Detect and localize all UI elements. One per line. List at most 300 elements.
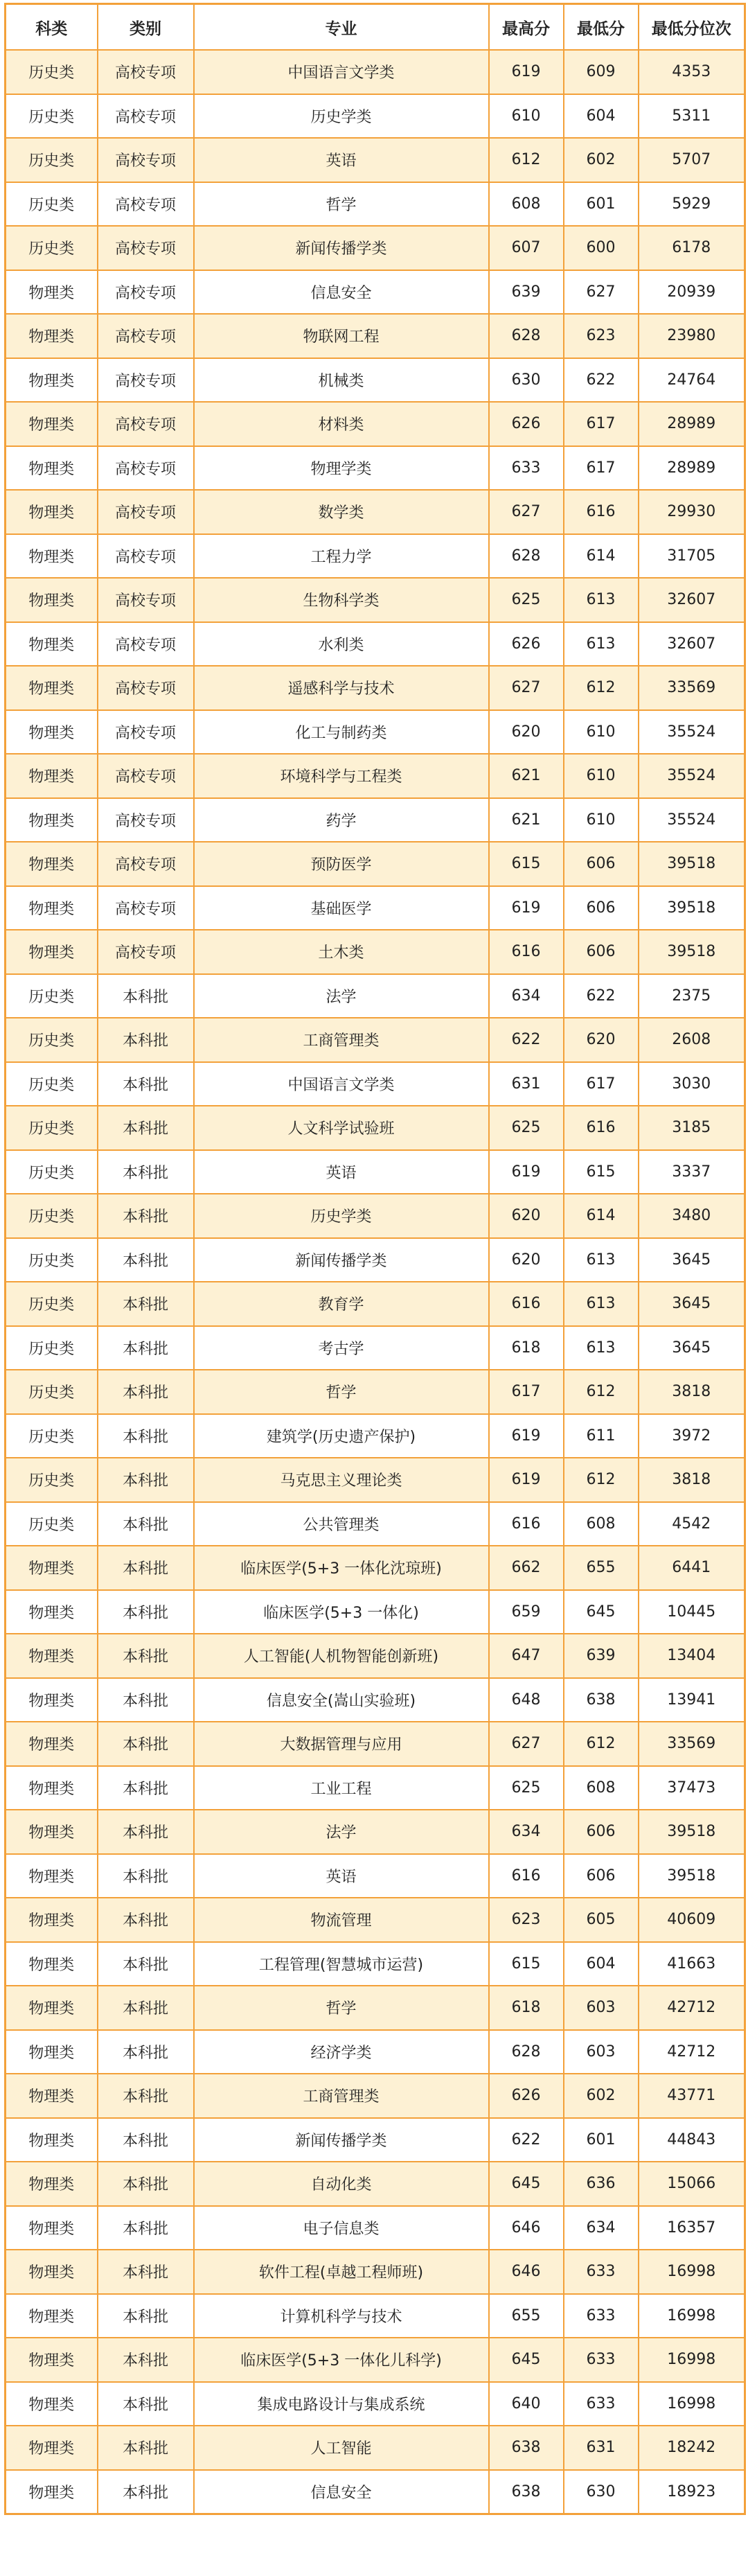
cell-major: 法学 (194, 974, 489, 1018)
cell-admission-type: 本科批 (98, 1282, 194, 1326)
table-row (6, 1986, 745, 2030)
table-row (6, 2382, 745, 2426)
cell-admission-type: 本科批 (98, 1370, 194, 1414)
cell-subject-category: 物理类 (6, 2206, 98, 2250)
cell-lowest-rank: 3030 (639, 1062, 745, 1106)
cell-subject-category: 物理类 (6, 2118, 98, 2162)
cell-major: 人工智能 (194, 2426, 489, 2470)
cell-admission-type: 本科批 (98, 1766, 194, 1810)
table-row (6, 974, 745, 1018)
table-header (6, 4, 745, 51)
cell-subject-category: 物理类 (6, 270, 98, 315)
cell-admission-type: 本科批 (98, 1502, 194, 1546)
cell-admission-type: 高校专项 (98, 182, 194, 227)
cell-admission-type: 高校专项 (98, 578, 194, 622)
cell-admission-type: 高校专项 (98, 842, 194, 886)
cell-lowest-rank: 40609 (639, 1898, 745, 1942)
table-row (6, 1678, 745, 1722)
cell-highest-score: 618 (489, 1326, 564, 1370)
table-body (6, 50, 745, 2514)
cell-major: 材料类 (194, 402, 489, 446)
cell-lowest-rank: 39518 (639, 1810, 745, 1854)
cell-major: 人文科学试验班 (194, 1106, 489, 1150)
cell-major: 计算机科学与技术 (194, 2294, 489, 2338)
cell-admission-type: 本科批 (98, 1458, 194, 1502)
table-row (6, 666, 745, 710)
cell-highest-score: 607 (489, 226, 564, 270)
cell-highest-score: 617 (489, 1370, 564, 1414)
cell-subject-category: 物理类 (6, 798, 98, 843)
cell-lowest-score: 633 (564, 2338, 639, 2382)
cell-highest-score: 640 (489, 2382, 564, 2426)
table-row (6, 2338, 745, 2382)
cell-subject-category: 历史类 (6, 182, 98, 227)
cell-highest-score: 619 (489, 50, 564, 94)
cell-highest-score: 615 (489, 842, 564, 886)
cell-admission-type: 高校专项 (98, 490, 194, 534)
table-row (6, 1238, 745, 1282)
cell-subject-category: 历史类 (6, 974, 98, 1018)
cell-subject-category: 物理类 (6, 1766, 98, 1810)
table-row (6, 2162, 745, 2206)
cell-subject-category: 历史类 (6, 1106, 98, 1150)
cell-admission-type: 本科批 (98, 2338, 194, 2382)
cell-highest-score: 630 (489, 358, 564, 403)
cell-subject-category: 历史类 (6, 1062, 98, 1106)
cell-lowest-score: 606 (564, 842, 639, 886)
cell-lowest-rank: 3972 (639, 1414, 745, 1458)
cell-highest-score: 620 (489, 1238, 564, 1282)
cell-admission-type: 本科批 (98, 1634, 194, 1678)
table-row (6, 2470, 745, 2514)
cell-lowest-score: 603 (564, 2030, 639, 2074)
cell-highest-score: 645 (489, 2162, 564, 2206)
cell-highest-score: 659 (489, 1590, 564, 1634)
table-row (6, 710, 745, 755)
cell-major: 英语 (194, 1150, 489, 1194)
cell-admission-type: 本科批 (98, 1810, 194, 1854)
cell-subject-category: 历史类 (6, 1458, 98, 1502)
cell-subject-category: 物理类 (6, 314, 98, 358)
cell-admission-type: 高校专项 (98, 314, 194, 358)
cell-major: 预防医学 (194, 842, 489, 886)
cell-major: 环境科学与工程类 (194, 754, 489, 798)
cell-lowest-score: 606 (564, 1854, 639, 1898)
cell-major: 教育学 (194, 1282, 489, 1326)
cell-major: 水利类 (194, 622, 489, 667)
cell-lowest-rank: 35524 (639, 710, 745, 755)
cell-highest-score: 619 (489, 1458, 564, 1502)
cell-lowest-score: 638 (564, 1678, 639, 1722)
cell-subject-category: 历史类 (6, 1502, 98, 1546)
cell-subject-category: 物理类 (6, 1722, 98, 1766)
cell-admission-type: 本科批 (98, 1942, 194, 1986)
cell-highest-score: 627 (489, 666, 564, 710)
cell-major: 英语 (194, 138, 489, 182)
cell-lowest-score: 610 (564, 754, 639, 798)
cell-lowest-rank: 23980 (639, 314, 745, 358)
cell-subject-category: 物理类 (6, 1942, 98, 1986)
table-row (6, 358, 745, 403)
cell-lowest-rank: 28989 (639, 402, 745, 446)
cell-lowest-rank: 4542 (639, 1502, 745, 1546)
cell-lowest-rank: 35524 (639, 798, 745, 843)
cell-lowest-score: 645 (564, 1590, 639, 1634)
cell-lowest-score: 605 (564, 1898, 639, 1942)
cell-admission-type: 本科批 (98, 2030, 194, 2074)
cell-highest-score: 638 (489, 2470, 564, 2514)
cell-major: 工程管理(智慧城市运营) (194, 1942, 489, 1986)
cell-admission-type: 本科批 (98, 1062, 194, 1106)
table-row (6, 930, 745, 974)
cell-admission-type: 本科批 (98, 1326, 194, 1370)
cell-subject-category: 物理类 (6, 2074, 98, 2118)
cell-lowest-rank: 2608 (639, 1018, 745, 1062)
header-lowest-rank: 最低分位次 (639, 4, 745, 51)
cell-major: 信息安全(嵩山实验班) (194, 1678, 489, 1722)
cell-major: 中国语言文学类 (194, 50, 489, 94)
cell-lowest-rank: 31705 (639, 534, 745, 579)
cell-major: 新闻传播学类 (194, 226, 489, 270)
cell-highest-score: 639 (489, 270, 564, 315)
cell-admission-type: 本科批 (98, 2294, 194, 2338)
cell-lowest-score: 617 (564, 402, 639, 446)
header-highest-score: 最高分 (489, 4, 564, 51)
cell-admission-type: 本科批 (98, 2206, 194, 2250)
table-row (6, 446, 745, 491)
cell-subject-category: 物理类 (6, 886, 98, 930)
cell-highest-score: 662 (489, 1546, 564, 1590)
cell-highest-score: 619 (489, 1414, 564, 1458)
cell-highest-score: 620 (489, 710, 564, 755)
cell-lowest-score: 612 (564, 1458, 639, 1502)
cell-lowest-rank: 16998 (639, 2338, 745, 2382)
cell-lowest-score: 633 (564, 2382, 639, 2426)
cell-major: 大数据管理与应用 (194, 1722, 489, 1766)
table-row (6, 2294, 745, 2338)
cell-lowest-score: 602 (564, 138, 639, 182)
cell-lowest-rank: 32607 (639, 578, 745, 622)
cell-major: 临床医学(5+3 一体化儿科学) (194, 2338, 489, 2382)
cell-lowest-score: 612 (564, 1722, 639, 1766)
cell-admission-type: 高校专项 (98, 710, 194, 755)
table-row (6, 798, 745, 843)
cell-highest-score: 647 (489, 1634, 564, 1678)
cell-highest-score: 608 (489, 182, 564, 227)
cell-lowest-score: 616 (564, 1106, 639, 1150)
cell-major: 数学类 (194, 490, 489, 534)
table-row (6, 314, 745, 358)
cell-highest-score: 638 (489, 2426, 564, 2470)
table-row (6, 1282, 745, 1326)
cell-subject-category: 物理类 (6, 1590, 98, 1634)
cell-highest-score: 627 (489, 490, 564, 534)
cell-subject-category: 物理类 (6, 1854, 98, 1898)
cell-admission-type: 本科批 (98, 1854, 194, 1898)
table-row (6, 2118, 745, 2162)
cell-major: 经济学类 (194, 2030, 489, 2074)
table-row (6, 138, 745, 182)
cell-admission-type: 高校专项 (98, 94, 194, 139)
cell-lowest-score: 617 (564, 1062, 639, 1106)
cell-lowest-rank: 43771 (639, 2074, 745, 2118)
cell-admission-type: 本科批 (98, 1986, 194, 2030)
cell-lowest-rank: 2375 (639, 974, 745, 1018)
cell-lowest-score: 606 (564, 930, 639, 974)
cell-admission-type: 本科批 (98, 2250, 194, 2294)
header-subject-category: 科类 (6, 4, 98, 51)
cell-highest-score: 625 (489, 1766, 564, 1810)
cell-highest-score: 623 (489, 1898, 564, 1942)
cell-lowest-score: 608 (564, 1766, 639, 1810)
cell-lowest-score: 614 (564, 1194, 639, 1238)
cell-lowest-rank: 28989 (639, 446, 745, 491)
cell-subject-category: 物理类 (6, 710, 98, 755)
table-row (6, 1414, 745, 1458)
cell-subject-category: 物理类 (6, 1678, 98, 1722)
cell-subject-category: 物理类 (6, 1898, 98, 1942)
cell-admission-type: 高校专项 (98, 270, 194, 315)
table-row (6, 1326, 745, 1370)
cell-highest-score: 634 (489, 974, 564, 1018)
cell-lowest-rank: 24764 (639, 358, 745, 403)
cell-admission-type: 高校专项 (98, 930, 194, 974)
cell-major: 电子信息类 (194, 2206, 489, 2250)
cell-lowest-score: 614 (564, 534, 639, 579)
table-row (6, 1546, 745, 1590)
cell-lowest-rank: 16998 (639, 2382, 745, 2426)
cell-lowest-score: 633 (564, 2250, 639, 2294)
cell-highest-score: 634 (489, 1810, 564, 1854)
cell-subject-category: 历史类 (6, 1414, 98, 1458)
cell-admission-type: 高校专项 (98, 754, 194, 798)
cell-lowest-rank: 3818 (639, 1458, 745, 1502)
cell-major: 机械类 (194, 358, 489, 403)
header-admission-type: 类别 (98, 4, 194, 51)
cell-major: 工程力学 (194, 534, 489, 579)
cell-subject-category: 物理类 (6, 842, 98, 886)
cell-major: 遥感科学与技术 (194, 666, 489, 710)
table-row (6, 2206, 745, 2250)
table-row (6, 1898, 745, 1942)
table-row (6, 2426, 745, 2470)
cell-lowest-score: 600 (564, 226, 639, 270)
cell-lowest-rank: 42712 (639, 1986, 745, 2030)
table-row (6, 1766, 745, 1810)
cell-subject-category: 物理类 (6, 446, 98, 491)
cell-subject-category: 物理类 (6, 2162, 98, 2206)
cell-lowest-rank: 32607 (639, 622, 745, 667)
table-row (6, 754, 745, 798)
cell-lowest-score: 612 (564, 666, 639, 710)
table-row (6, 842, 745, 886)
cell-lowest-score: 634 (564, 2206, 639, 2250)
cell-lowest-rank: 29930 (639, 490, 745, 534)
table-row (6, 1810, 745, 1854)
cell-highest-score: 616 (489, 1502, 564, 1546)
cell-highest-score: 628 (489, 2030, 564, 2074)
cell-admission-type: 本科批 (98, 1238, 194, 1282)
cell-lowest-rank: 16357 (639, 2206, 745, 2250)
cell-subject-category: 物理类 (6, 2382, 98, 2426)
cell-admission-type: 高校专项 (98, 50, 194, 94)
cell-lowest-rank: 15066 (639, 2162, 745, 2206)
cell-lowest-rank: 3645 (639, 1282, 745, 1326)
cell-subject-category: 物理类 (6, 930, 98, 974)
cell-admission-type: 本科批 (98, 2470, 194, 2514)
cell-highest-score: 621 (489, 754, 564, 798)
cell-lowest-rank: 6441 (639, 1546, 745, 1590)
table-row (6, 1590, 745, 1634)
cell-subject-category: 历史类 (6, 1326, 98, 1370)
cell-highest-score: 622 (489, 1018, 564, 1062)
cell-admission-type: 高校专项 (98, 226, 194, 270)
cell-major: 土木类 (194, 930, 489, 974)
cell-subject-category: 历史类 (6, 1282, 98, 1326)
cell-major: 法学 (194, 1810, 489, 1854)
cell-admission-type: 本科批 (98, 1722, 194, 1766)
cell-lowest-score: 636 (564, 2162, 639, 2206)
cell-major: 考古学 (194, 1326, 489, 1370)
cell-highest-score: 628 (489, 534, 564, 579)
cell-subject-category: 物理类 (6, 754, 98, 798)
table-row (6, 226, 745, 270)
table-row (6, 1018, 745, 1062)
table-row (6, 886, 745, 930)
cell-major: 新闻传播学类 (194, 1238, 489, 1282)
cell-major: 建筑学(历史遗产保护) (194, 1414, 489, 1458)
cell-lowest-score: 639 (564, 1634, 639, 1678)
cell-admission-type: 本科批 (98, 1546, 194, 1590)
cell-admission-type: 本科批 (98, 1414, 194, 1458)
cell-lowest-score: 609 (564, 50, 639, 94)
cell-subject-category: 物理类 (6, 622, 98, 667)
cell-admission-type: 高校专项 (98, 798, 194, 843)
cell-major: 基础医学 (194, 886, 489, 930)
cell-admission-type: 高校专项 (98, 886, 194, 930)
cell-subject-category: 物理类 (6, 2338, 98, 2382)
cell-lowest-rank: 20939 (639, 270, 745, 315)
cell-lowest-score: 627 (564, 270, 639, 315)
cell-major: 历史学类 (194, 94, 489, 139)
cell-highest-score: 645 (489, 2338, 564, 2382)
cell-lowest-rank: 33569 (639, 1722, 745, 1766)
cell-lowest-score: 613 (564, 622, 639, 667)
cell-major: 工商管理类 (194, 1018, 489, 1062)
cell-admission-type: 本科批 (98, 1898, 194, 1942)
cell-subject-category: 物理类 (6, 1986, 98, 2030)
cell-admission-type: 本科批 (98, 2426, 194, 2470)
cell-lowest-score: 622 (564, 358, 639, 403)
cell-subject-category: 物理类 (6, 358, 98, 403)
table-row (6, 490, 745, 534)
cell-lowest-rank: 4353 (639, 50, 745, 94)
cell-lowest-rank: 33569 (639, 666, 745, 710)
cell-highest-score: 616 (489, 1282, 564, 1326)
cell-subject-category: 物理类 (6, 2250, 98, 2294)
table-row (6, 1062, 745, 1106)
cell-subject-category: 历史类 (6, 50, 98, 94)
cell-major: 药学 (194, 798, 489, 843)
cell-major: 工业工程 (194, 1766, 489, 1810)
cell-major: 工商管理类 (194, 2074, 489, 2118)
cell-lowest-rank: 41663 (639, 1942, 745, 1986)
cell-highest-score: 618 (489, 1986, 564, 2030)
cell-lowest-score: 616 (564, 490, 639, 534)
table-row (6, 1194, 745, 1238)
cell-major: 信息安全 (194, 2470, 489, 2514)
cell-lowest-score: 603 (564, 1986, 639, 2030)
cell-admission-type: 本科批 (98, 1150, 194, 1194)
cell-lowest-score: 601 (564, 182, 639, 227)
table-row (6, 1942, 745, 1986)
cell-lowest-rank: 6178 (639, 226, 745, 270)
cell-major: 英语 (194, 1854, 489, 1898)
cell-lowest-score: 613 (564, 1326, 639, 1370)
table-row (6, 2074, 745, 2118)
cell-lowest-rank: 18923 (639, 2470, 745, 2514)
cell-lowest-rank: 3645 (639, 1326, 745, 1370)
cell-highest-score: 626 (489, 2074, 564, 2118)
cell-lowest-score: 633 (564, 2294, 639, 2338)
cell-subject-category: 物理类 (6, 666, 98, 710)
cell-subject-category: 历史类 (6, 1150, 98, 1194)
table-row (6, 1854, 745, 1898)
cell-major: 集成电路设计与集成系统 (194, 2382, 489, 2426)
cell-admission-type: 本科批 (98, 1194, 194, 1238)
table-row (6, 1150, 745, 1194)
cell-highest-score: 631 (489, 1062, 564, 1106)
cell-highest-score: 615 (489, 1942, 564, 1986)
cell-lowest-score: 608 (564, 1502, 639, 1546)
cell-subject-category: 物理类 (6, 2294, 98, 2338)
cell-major: 哲学 (194, 1370, 489, 1414)
cell-lowest-score: 630 (564, 2470, 639, 2514)
table-row (6, 1370, 745, 1414)
cell-major: 马克思主义理论类 (194, 1458, 489, 1502)
cell-subject-category: 物理类 (6, 2426, 98, 2470)
cell-lowest-rank: 3185 (639, 1106, 745, 1150)
cell-admission-type: 本科批 (98, 1106, 194, 1150)
cell-lowest-score: 620 (564, 1018, 639, 1062)
cell-major: 物理学类 (194, 446, 489, 491)
table-row (6, 94, 745, 139)
cell-major: 历史学类 (194, 1194, 489, 1238)
cell-subject-category: 历史类 (6, 1238, 98, 1282)
cell-lowest-rank: 3645 (639, 1238, 745, 1282)
cell-lowest-rank: 44843 (639, 2118, 745, 2162)
cell-highest-score: 626 (489, 622, 564, 667)
cell-major: 自动化类 (194, 2162, 489, 2206)
cell-highest-score: 625 (489, 1106, 564, 1150)
cell-highest-score: 621 (489, 798, 564, 843)
cell-major: 新闻传播学类 (194, 2118, 489, 2162)
cell-lowest-rank: 5311 (639, 94, 745, 139)
admission-score-table (4, 3, 746, 2515)
cell-lowest-score: 613 (564, 1282, 639, 1326)
table-row (6, 1106, 745, 1150)
cell-highest-score: 616 (489, 930, 564, 974)
cell-subject-category: 历史类 (6, 1194, 98, 1238)
cell-subject-category: 物理类 (6, 1546, 98, 1590)
cell-major: 物流管理 (194, 1898, 489, 1942)
cell-lowest-score: 631 (564, 2426, 639, 2470)
cell-admission-type: 高校专项 (98, 446, 194, 491)
cell-subject-category: 物理类 (6, 578, 98, 622)
table-row (6, 1634, 745, 1678)
cell-admission-type: 高校专项 (98, 358, 194, 403)
cell-lowest-rank: 13404 (639, 1634, 745, 1678)
